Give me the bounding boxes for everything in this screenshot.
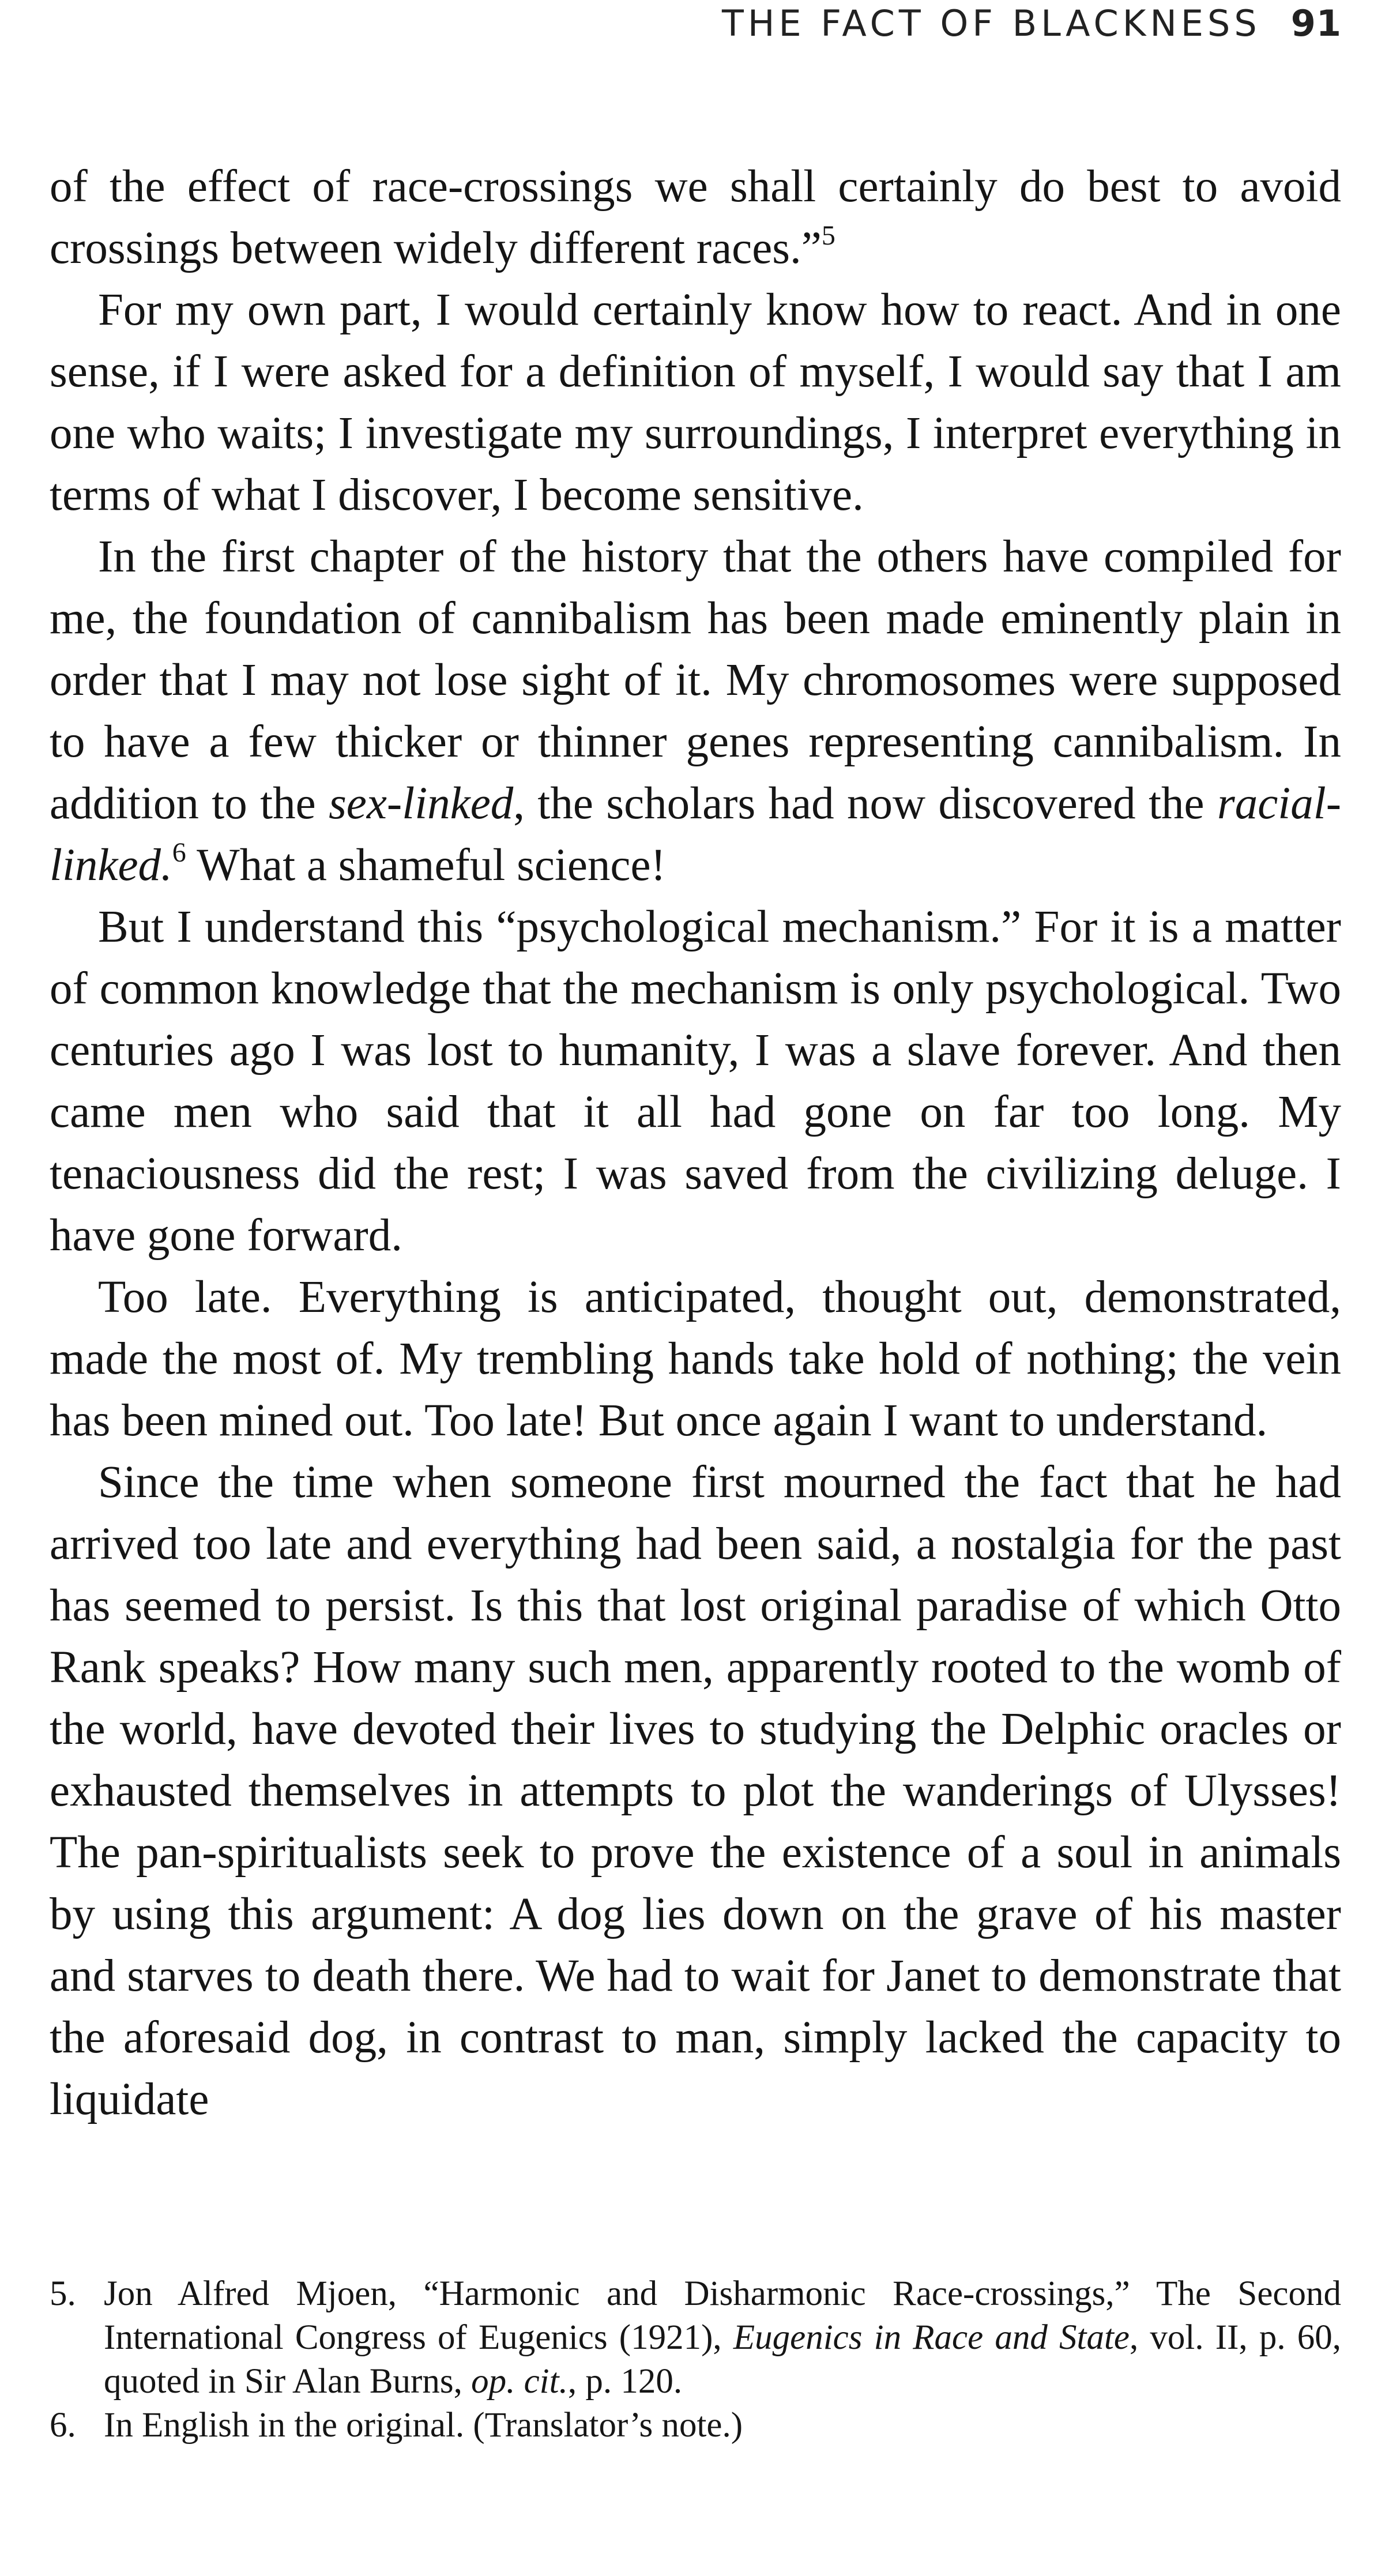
footnote-6-text: In English in the original. (Translator’s note.) [104,2406,743,2445]
paragraph-5-text: Too late. Everything is anticipated, thought out, demonstrated, made the most of. My trembling hands take hold of nothing; the vein has been mined out. Too late! But once again I want to understand. [50,1272,1341,1446]
footnote-5-number: 5. [50,2274,76,2313]
paragraph-6 [50,1451,1341,2130]
paragraph-6-text: Since the time when someone first mourned the fact that he had arrived too late and everything had been said, a nostalgia for the past has seemed to persist. Is this that lost original paradise of which Otto Rank speaks? How many such men, apparently rooted to the womb of the world, have devoted their lives to studying the Delphic oracles or exhausted themselves in attempts to plot the wanderings of Ulysses! The pan-spiritualists seek to prove the existence of a soul in animals by using this argument: A dog lies down on the grave of his master and starves to death there. We had to wait for Janet to demonstrate that the aforesaid dog, in contrast to man, simply lacked the capacity to liquidate [50,1457,1341,2124]
footnote-5-italic-title: Eugenics in Race and State [733,2318,1130,2357]
paragraph-3 [50,526,1341,896]
footnote-6-number: 6. [50,2406,76,2445]
body-text [50,156,1341,2130]
paragraph-2-text: For my own part, I would certainly know how to react. And in one sense, if I were asked for a definition of myself, I would say that I am one who waits; I investigate my surroundings, I interpret everything in terms of what I discover, I become sensitive. [50,285,1341,520]
paragraph-3-text-a: In the first chapter of the history that the others have compiled for me, the foundation of cannibalism has been made eminently plain in order that I may not lose sight of it. My chromosomes were supposed to have a few thicker or thinner genes representing cannibalism. In addition to the [50,532,1341,829]
footnote-ref-6: 6 [172,837,186,868]
italic-sex-linked: sex-linked [329,779,514,829]
running-head-title: THE FACT OF BLACKNESS [721,2,1261,44]
paragraph-4-text: But I understand this “psychological mechanism.” For it is a matter of common knowledge that the mechanism is only psychological. Two centuries ago I was lost to humanity, I was a slave forever. And then came men who said that it all had gone on far too long. My tenaciousness did the rest; I was saved from the civilizing deluge. I have gone forward. [50,902,1341,1261]
paragraph-3-text-c: What a shameful science! [186,840,666,890]
footnotes [50,2272,1341,2447]
paragraph-4 [50,896,1341,1266]
footnote-5 [50,2272,1341,2404]
italic-racial-linked: racial-linked. [50,779,1341,890]
page-number: 91 [1290,2,1342,44]
paragraph-1 [50,156,1341,279]
paragraph-2 [50,279,1341,526]
footnote-5-italic-opcit: op. cit. [471,2362,568,2401]
footnote-ref-5: 5 [821,220,835,251]
paragraph-3-text-b: , the scholars had now discovered the [513,779,1217,829]
footnote-6 [50,2404,1341,2447]
footnote-5-text-b: , vol. II, p. 60, quoted in Sir Alan Burns, [104,2318,1342,2401]
running-head [722,0,1342,46]
footnote-5-text-c: , p. 120. [567,2362,683,2401]
footnote-5-text-a: Jon Alfred Mjoen, “Harmonic and Disharmonic Race-crossings,” The Second International Congress of Eugenics (1921), [104,2274,1341,2357]
paragraph-5 [50,1266,1341,1451]
paragraph-1-text: of the effect of race-crossings we shall certainly do best to avoid crossings between widely different races.” [50,161,1341,273]
